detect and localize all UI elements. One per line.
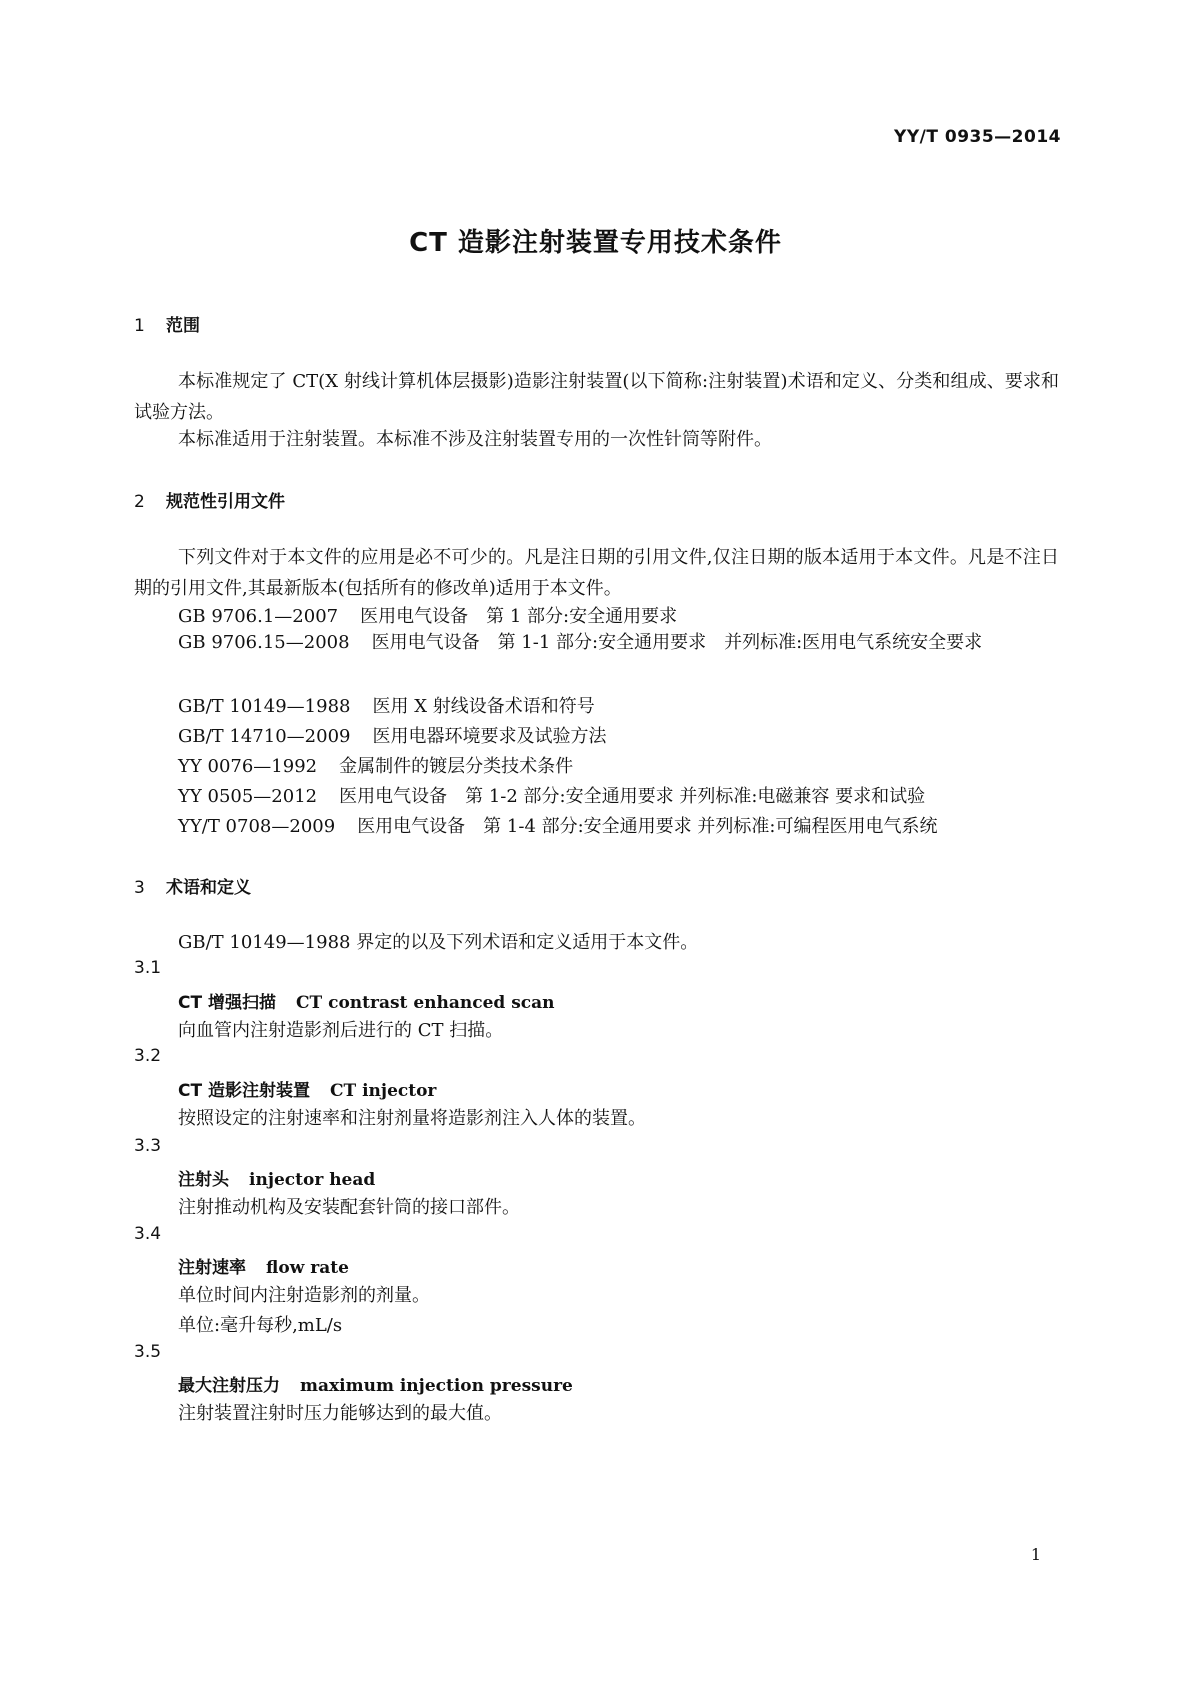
- term-number: 3.1: [134, 958, 162, 978]
- term-name-en: flow rate: [266, 1258, 349, 1278]
- term-name: [178, 1253, 349, 1278]
- section-heading-references: [134, 487, 285, 512]
- reference-title: 医用电气设备 第 1-1 部分:安全通用要求 并列标准:医用电气系统安全要求: [371, 632, 983, 653]
- reference-title: 医用电气设备 第 1-2 部分:安全通用要求 并列标准:电磁兼容 要求和试验: [339, 786, 926, 807]
- term-name-zh: 注射速率: [178, 1258, 246, 1278]
- term-name: [178, 988, 555, 1013]
- term-definition: 注射装置注射时压力能够达到的最大值。: [178, 1403, 502, 1424]
- reference-title: 金属制件的镀层分类技术条件: [339, 756, 574, 777]
- term-name-zh: CT 造影注射装置: [178, 1081, 310, 1101]
- references-intro: 下列文件对于本文件的应用是必不可少的。凡是注日期的引用文件,仅注日期的版本适用于本文件。凡是不注日期的引用文件,其最新版本(包括所有的修改单)适用于本文件。: [134, 547, 1059, 599]
- terms-intro: GB/T 10149—1988 界定的以及下列术语和定义适用于本文件。: [178, 932, 699, 953]
- term-number: 3.4: [134, 1224, 162, 1244]
- term-number: 3.3: [134, 1136, 162, 1156]
- section-title: 术语和定义: [166, 878, 251, 898]
- term-unit-note: 单位:毫升每秒,mL/s: [178, 1315, 343, 1336]
- term-name-zh: CT 增强扫描: [178, 993, 276, 1013]
- reference-item: [134, 627, 1059, 658]
- reference-item: [178, 752, 573, 778]
- section-heading-terms: [134, 873, 251, 898]
- term-name-en: maximum injection pressure: [300, 1376, 573, 1396]
- reference-code: GB/T 14710—2009: [178, 726, 351, 747]
- term-name-zh: 注射头: [178, 1170, 229, 1190]
- reference-code: GB 9706.15—2008: [178, 632, 350, 653]
- scope-paragraph-2: 本标准适用于注射装置。本标准不涉及注射装置专用的一次性针筒等附件。: [178, 429, 772, 450]
- reference-title: 医用 X 射线设备术语和符号: [372, 696, 595, 717]
- section-number: 1: [134, 316, 145, 336]
- term-number: 3.5: [134, 1342, 162, 1362]
- page-number: 1: [1030, 1545, 1041, 1564]
- reference-item: [178, 692, 595, 718]
- term-name: [178, 1165, 375, 1190]
- section-title: 范围: [166, 316, 200, 336]
- section-number: 3: [134, 878, 145, 898]
- reference-code: YY 0505—2012: [178, 786, 318, 807]
- document-title: CT 造影注射装置专用技术条件: [409, 228, 782, 258]
- reference-title: 医用电器环境要求及试验方法: [372, 726, 607, 747]
- reference-item: [178, 812, 937, 838]
- term-definition: 按照设定的注射速率和注射剂量将造影剂注入人体的装置。: [178, 1108, 646, 1129]
- term-definition: 向血管内注射造影剂后进行的 CT 扫描。: [178, 1020, 504, 1041]
- section-heading-scope: [134, 311, 200, 336]
- section-title: 规范性引用文件: [166, 492, 285, 512]
- scope-paragraph-1: 本标准规定了 CT(X 射线计算机体层摄影)造影注射装置(以下简称:注射装置)术语和定义、分类和组成、要求和试验方法。: [134, 371, 1059, 423]
- reference-code: YY/T 0708—2009: [178, 816, 336, 837]
- term-name-zh: 最大注射压力: [178, 1376, 280, 1396]
- term-name-en: CT contrast enhanced scan: [296, 993, 555, 1013]
- section-number: 2: [134, 492, 145, 512]
- reference-item: [178, 782, 925, 808]
- term-definition: 注射推动机构及安装配套针筒的接口部件。: [178, 1197, 520, 1218]
- term-name-en: injector head: [249, 1170, 376, 1190]
- term-name-en: CT injector: [330, 1081, 437, 1101]
- reference-title: 医用电气设备 第 1-4 部分:安全通用要求 并列标准:可编程医用电气系统: [357, 816, 938, 837]
- standard-code: YY/T 0935—2014: [894, 127, 1061, 147]
- term-definition: 单位时间内注射造影剂的剂量。: [178, 1285, 430, 1306]
- reference-code: YY 0076—1992: [178, 756, 318, 777]
- reference-code: GB/T 10149—1988: [178, 696, 351, 717]
- reference-title: 医用电气设备 第 1 部分:安全通用要求: [360, 606, 678, 627]
- reference-code: GB 9706.1—2007: [178, 606, 339, 627]
- term-number: 3.2: [134, 1046, 162, 1066]
- reference-item: [178, 722, 606, 748]
- reference-item: [178, 602, 677, 628]
- term-name: [178, 1076, 436, 1101]
- term-name: [178, 1371, 573, 1396]
